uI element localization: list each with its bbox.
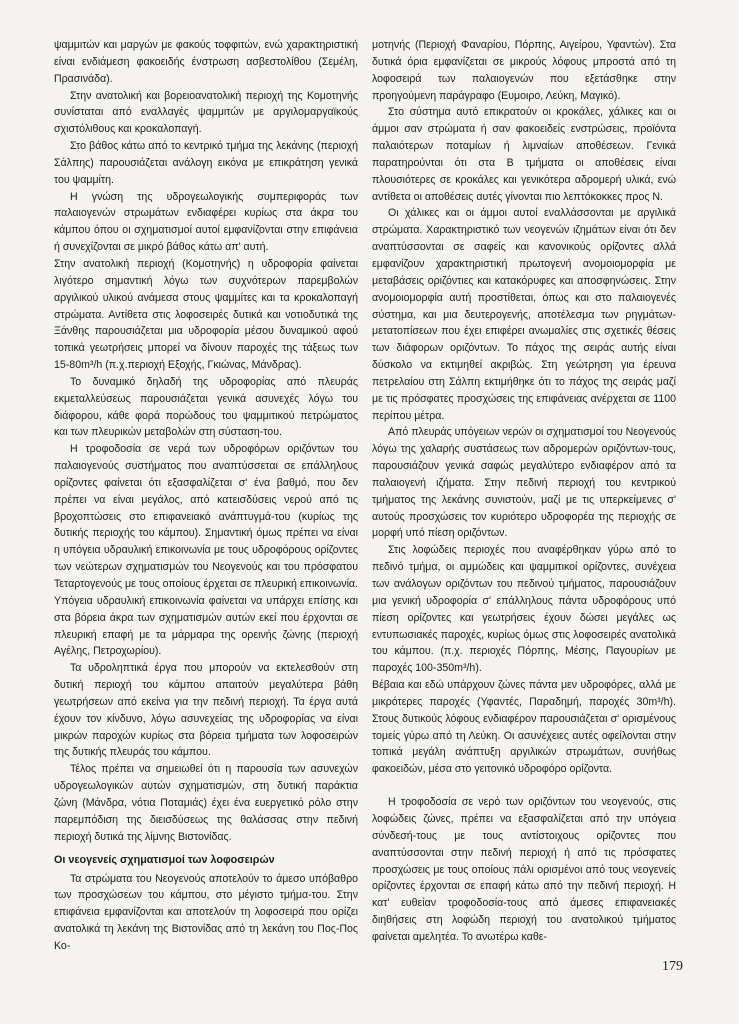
right-paragraph-5: Στις λοφώδεις περιοχές που αναφέρθηκαν γύρω από το πεδινό τμήμα, οι αμμώδεις και ψαμμιτικοί ορίζοντες, συνέχεια των ανάλογων οριζόντων του πεδινού τμήματος, παρουσιάζουν μια γενική υδροφορία σ' επάλληλους πάντα υδροφόρους υπό πίεση ορίζοντες και γεωτρήσεις έχουν δώσει μεγάλες ως εντυπωσιακές παροχές, κυρίως όμως στις λοφοσειρές ανατολικά του κάμπου. (π.χ. περιοχές Πόρπης, Μέσης, Παγουρίων με παροχές 100-350m³/h). — [372, 544, 676, 675]
right-paragraph-4: Από πλευράς υπόγειων νερών οι σχηματισμοί του Νεογενούς λόγω της χαλαρής συστάσεως των αδρομερών οριζόντων-τους, παρουσιάζουν γενικά σαφώς μεγαλύτερο ενδιαφέρον από τα παλαιογενή ιζήματα. Στην πεδινή περιοχή του κεντρικού τμήματος της λεκάνης συνιστούν, μαζί με τις υπερκείμενες σ' αυτούς προσχώσεις τον κυριότερο υδροφορέα της περιοχής σε μορφή υπό πίεση οριζόντων. — [372, 426, 676, 540]
left-paragraph-1: ψαμμιτών και μαργών με φακούς τοφφιτών, ενώ χαρακτηριστική είναι ενδιάμεση φακοειδής ένστρωση ασβεστολίθου (Σεμέλη, Πρασινάδα). — [54, 39, 358, 85]
right-paragraph-7: Η τροφοδοσία σε νερό των οριζόντων του νεογενούς, στις λοφώδεις ζώνες, πρέπει να εξασφαλίζεται από την υπόγεια σύνδεσή-τους με τους αντίστοιχους ορίζοντες που αναπτύσσονται στην πεδινή περιοχή ή από τις πρόσφατες προσχώσεις με τους οποίους πάλι ορισμένοι από τους νεογενείς ορίζοντες έρχονται σε επαφή κάτω από την πεδινή περιοχή. Η κατ' ευθείαν τροφοδοσία-τους από άμεσες επιφανειακές διηθήσεις στη λοφώδη περιοχή του ανατολικού τμήματος φαίνεται αμελητέα. Το ανωτέρω καθε- — [372, 796, 676, 943]
right-paragraph-2: Στο σύστημα αυτό επικρατούν οι κροκάλες, χάλικες και οι άμμοι σαν στρώματα ή σαν φακοειδείς ενστρώσεις, προϊόντα παλαιότερων ποταμίων ή λιμναίων αποθέσεων. Γενικά παρατηρούνται ότι στα Β τμήματα οι αποθέσεις είναι πλουσιότερες σε κροκάλες και γενικότερα αδρομερή υλικά, ενώ αντίθετα οι αποθέσεις αυτές γίνονται πιο λεπτόκοκκες προς Ν. — [372, 106, 676, 203]
left-paragraph-7: Η τροφοδοσία σε νερά των υδροφόρων οριζόντων του παλαιογενούς συστήματος που αναπτύσσεται σε επάλληλους ορίζοντες φαίνεται ότι εξασφαλίζεται σ' ένα βαθμό, που δεν πρέπει να είναι μεγάλος, από κατεισδύσεις νερού από τις βροχοπτώσεις στο επιφανειακό ανάπτυγμά-του (κυρίως της δυτικής περιοχής του κάμπου). Σημαντική όμως πρέπει να είναι η υπόγεια υδραυλική επικοινωνία με τους υδροφόρους ορίζοντες των νεώτερων σχηματισμών του Νεογενούς και του πρόσφατου Τεταρτογενούς με τους οποίους έρχεται σε πλευρική επικοινωνία. Υπόγεια υδραυλική επικοινωνία φαίνεται να υπάρχει επίσης και στα βόρεια άκρα των σχηματισμών αυτών εκεί που έρχονται σε πλευρική επαφή με τα μάρμαρα της ορεινής ζώνης (περιοχή Αγέλης, Πετροχωρίου). — [54, 443, 358, 658]
left-paragraph-9: Τέλος πρέπει να σημειωθεί ότι η παρουσία των ασυνεχών υδρογεωλογικών αυτών σχηματισμών, στη δυτική παράκτια ζώνη (Μάνδρα, νότια Ποταμιάς) έχει ένα ευεργετικό ρόλο στην παρεμπόδιση της διεισδύσεως της θαλάσσας στην πεδινή περιοχή δυτικά της λίμνης Βιστονίδας. — [54, 763, 358, 843]
right-paragraph-3: Οι χάλικες και οι άμμοι αυτοί εναλλάσσονται με αργιλικά στρώματα. Χαρακτηριστικό των νεογενών ιζημάτων είναι ότι δεν αναπτύσσονται σε σαφείς και κανονικούς ορίζοντες αλλά εμφανίζουν χαρακτηριστική πρωτογενή ανομοιομορφία με μεταβάσεις οριζόντιες και κατακόρυφες και αποσφηνώσεις. Στην ανομοιομορφία αυτή προστίθεται, όπως και στο παλαιογενές σύστημα, και μια δευτερογενής, αποτέλεσμα των ρηγμάτων-μετατοπίσεων που έχει επιφέρει ανωμαλίες στις σχετικές θέσεις των διάφορων οριζόντων. Το πάχος της σειράς αυτής είναι δύσκολο να εκτιμηθεί ακριβώς. Στη γεώτρηση για έρευνα πετρελαίου στη Σάλπη εκτιμήθηκε ότι το πάχος της σειράς μαζί με τις πρόσφατες προσχώσεις της επιφάνειας ανέρχεται σε 1100 περίπου μέτρα. — [372, 207, 676, 422]
left-paragraph-10: Τα στρώματα του Νεογενούς αποτελούν το άμεσο υπόβαθρο των προσχώσεων του κάμπου, στο μέγιστο τμήμα-του. Στην επιφάνεια εμφανίζονται και αποτελούν τη λοφοσειρά που ορίζει ανατολικά τη λεκάνη της Βιστονίδας από τη λεκάνη του Πος-Πος Κο- — [54, 872, 358, 952]
left-paragraph-8: Τα υδροληπτικά έργα που μπορούν να εκτελεσθούν στη δυτική περιοχή του κάμπου απαιτούν μεγαλύτερα βάθη γεωτρήσεων από εκείνα για την πεδινή περιοχή. Τα έργα αυτά έχουν τον κίνδυνο, λόγω ασυνεχείας της υδροφορίας να είναι μικρών παροχών κυρίως στα βόρεια τμήματα των λοφοσειρών της δυτικής πλευράς του κάμπου. — [54, 662, 358, 759]
left-paragraph-4: Η γνώση της υδρογεωλογικής συμπεριφοράς των παλαιογενών στρωμάτων ενδιαφέρει κυρίως στα άκρα του κάμπου όπου οι σχηματισμοί αυτοί εμφανίζονται στην επιφάνεια ή συνεχίζονται σε μικρό βάθος κάτω απ' αυτή. — [54, 190, 358, 254]
left-paragraph-2: Στην ανατολική και βορειοανατολική περιοχή της Κομοτηνής συνίσταται από εναλλαγές ψαμμιτών με αργιλομαργαϊκούς σχιστόλιθους και κροκαλοπαγή. — [54, 89, 358, 136]
section-heading: Οι νεογενείς σχηματισμοί των λοφοσειρών — [54, 853, 275, 866]
right-column — [372, 37, 676, 946]
left-paragraph-3: Στο βάθος κάτω από το κεντρικό τμήμα της λεκάνης (περιοχή Σάλπης) παρουσιάζεται ανάλογη εικόνα με επικράτηση γενικά του ψαμμίτη. — [54, 140, 358, 186]
page-number: 179 — [662, 959, 683, 974]
left-paragraph-5: Στην ανατολική περιοχή (Κομοτηνής) η υδροφορία φαίνεται λιγότερο σημαντική λόγω των συχνότερων παρεμβολών αργιλικού υλικού ανάμεσα στους ψαμμίτες και τα κροκαλοπαγή στρώματα. Αντίθετα στις λοφοσειρές δυτικά και νοτιοδυτικά της Ξάνθης παρουσιάζεται μια υδροφορία μέσου δυναμικού αφού τοπικά γεωτρήσεις μπορεί να δίνουν παροχές της τάξεως των 15-80m³/h (π.χ.περιοχή Εξοχής, Γκιώνας, Μάνδρας). — [54, 257, 358, 372]
left-paragraph-6: Το δυναμικό δηλαδή της υδροφορίας από πλευράς εκμεταλλεύσεως παρουσιάζεται γενικά ασυνεχές λόγω του διάφορου, κάθε φορά πορώδους του ψαμμιτικού πετρώματος και των πλευρικών μεταβολών στη σύσταση-του. — [54, 375, 358, 439]
left-column — [54, 37, 358, 955]
right-paragraph-6: Βέβαια και εδώ υπάρχουν ζώνες πάντα μεν υδροφόρες, αλλά με μικρότερες παροχές (Υφαντές, Παραδημή, παροχές 30m³/h). Στους δυτικούς λόφους ενδιαφέρον παρουσιάζεται σ' ορισμένους τομείς γύρω από τη Λεύκη. Οι ασυνέχειες αυτές οφείλονται στην τοπικά μεγάλη ανάπτυξη αργιλικών στρωμάτων, συνήθως φακοειδών, μέσα στο γειτονικό υδροφόρο ορίζοντα. — [372, 679, 676, 776]
right-paragraph-1: μοτηνής (Περιοχή Φαναρίου, Πόρπης, Αιγείρου, Υφαντών). Στα δυτικά όρια εμφανίζεται σε μικρούς λόφους μπροστά από τη λοφοσειρά των παλαιογενών που εξετάσθηκε στην προηγούμενη παράγραφο (Ευμοιρο, Λεύκη, Μαγικό). — [372, 39, 676, 102]
